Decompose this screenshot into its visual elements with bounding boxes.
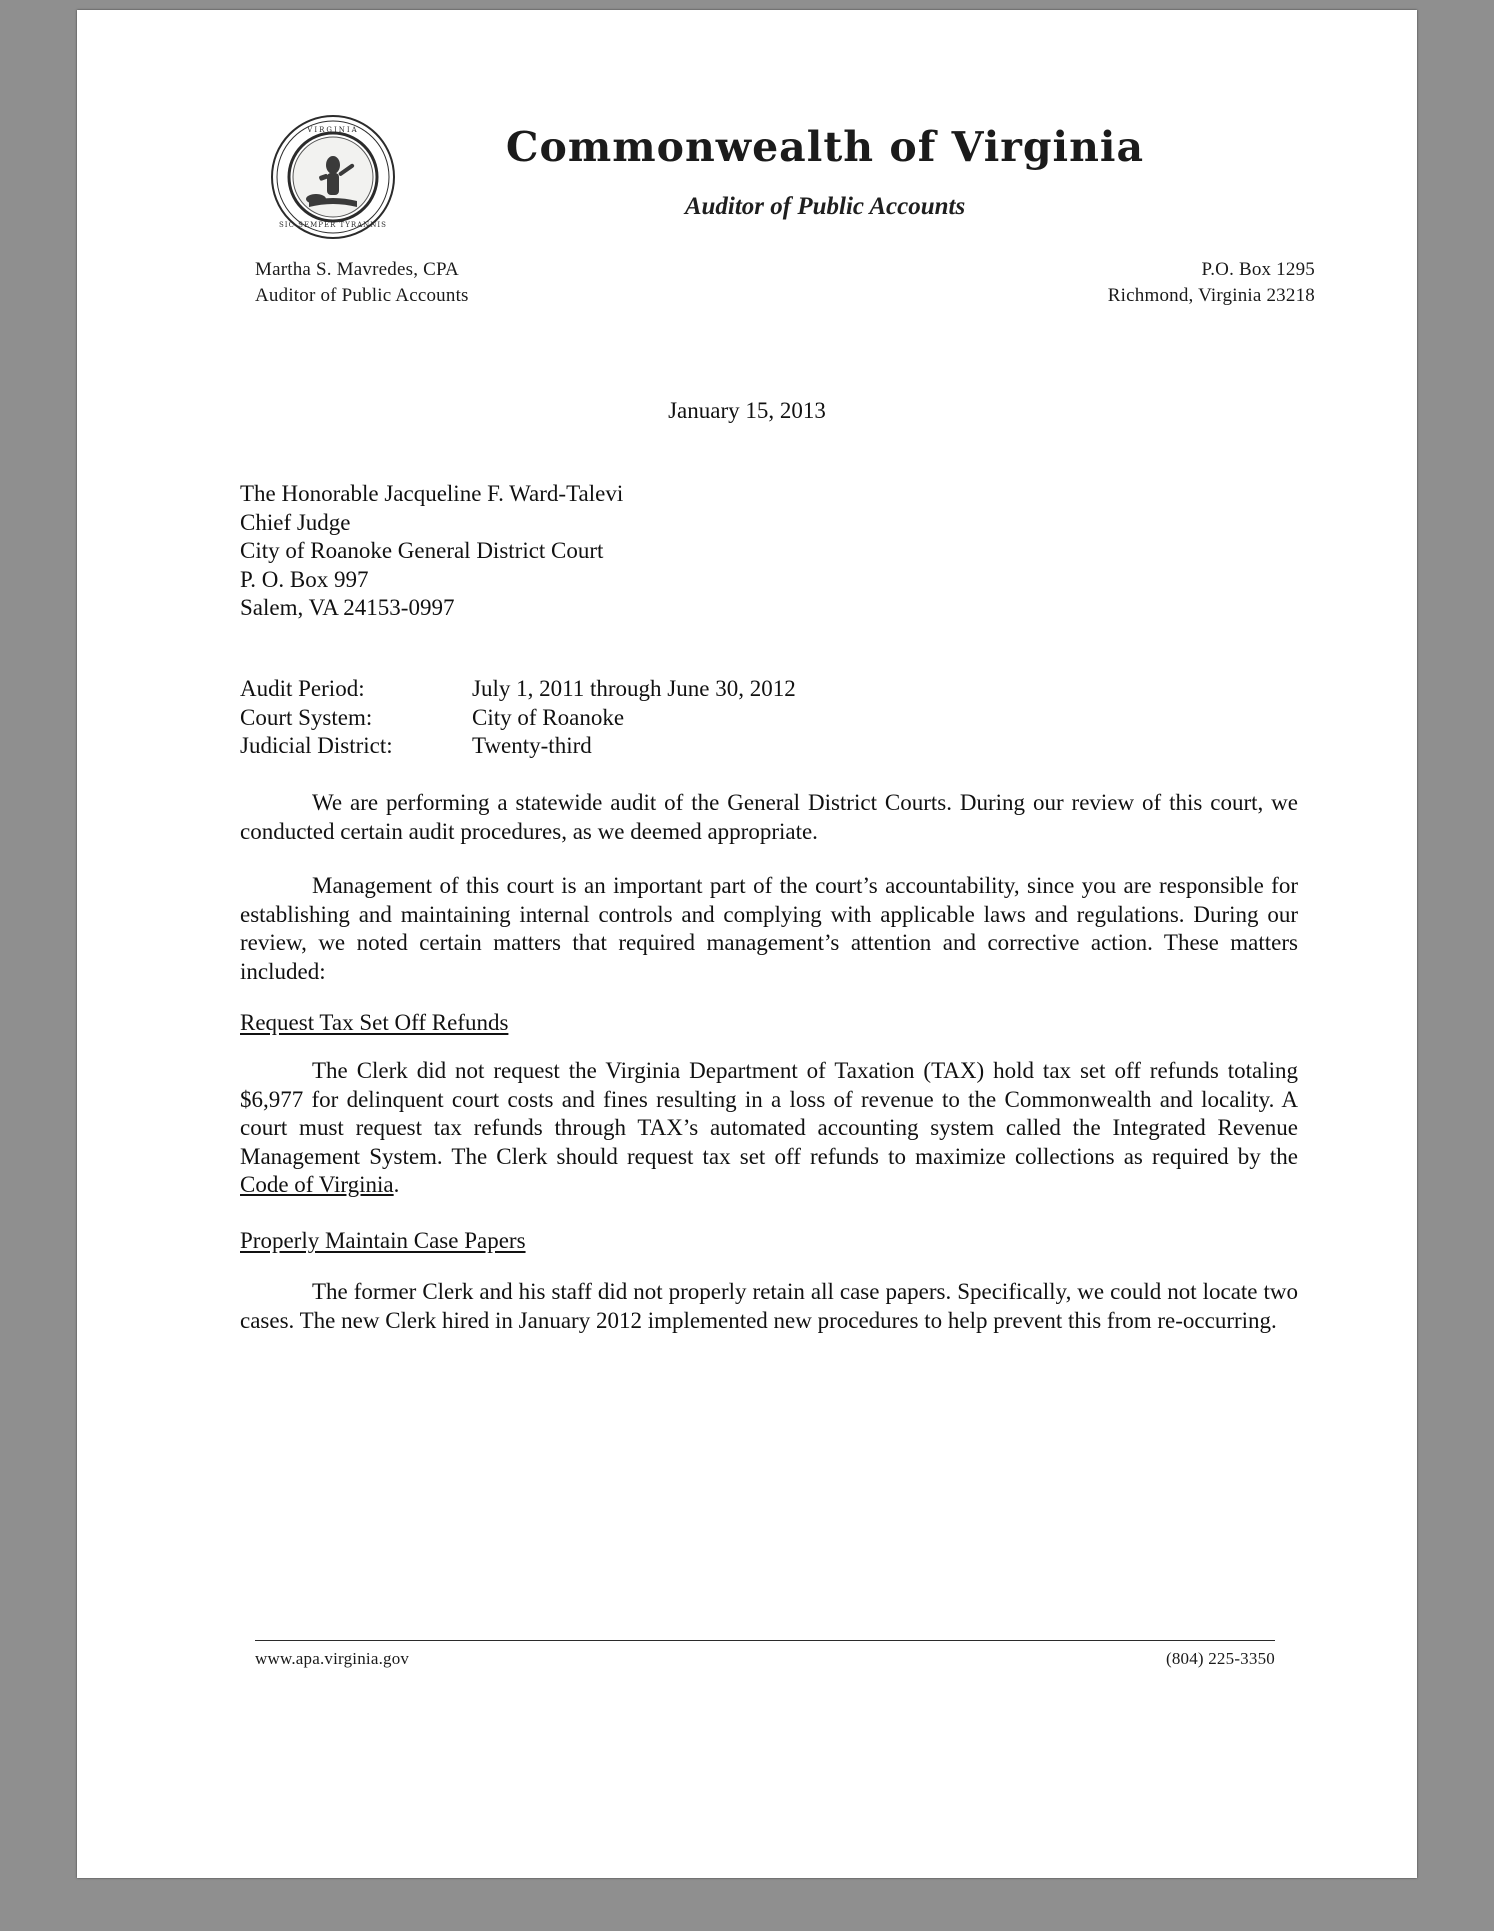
code-of-virginia-citation: Code of Virginia — [240, 1172, 394, 1197]
meta-label-court-system: Court System: — [240, 704, 373, 730]
address-line-1: P.O. Box 1295 — [1201, 259, 1315, 280]
paragraph-management-text: Management of this court is an important part of the court’s accountability, since you are responsible for establishing and maintaining internal controls and complying with applicable laws and regulations. During our review, we noted certain matters that required management’s attention and corrective action. These matters included: — [240, 873, 1298, 984]
recipient-line-2: Chief Judge — [240, 509, 351, 535]
officer-title: Auditor of Public Accounts — [255, 284, 469, 306]
recipient-line-4: P. O. Box 997 — [240, 566, 369, 592]
letterhead-subtitle: Auditor of Public Accounts — [684, 193, 966, 220]
footer-divider — [255, 1640, 1275, 1641]
letterhead — [255, 105, 1315, 306]
svg-text:SIC SEMPER TYRANNIS: SIC SEMPER TYRANNIS — [279, 221, 387, 229]
office-address — [1108, 257, 1315, 308]
page-content — [77, 10, 1417, 1878]
footer-website: www.apa.virginia.gov — [255, 1649, 410, 1668]
meta-row — [240, 732, 796, 761]
paragraph-intro-text: We are performing a statewide audit of the General District Courts. During our review of this court, we conducted certain audit procedures, as we deemed appropriate. — [240, 790, 1298, 844]
meta-row — [240, 675, 796, 704]
recipient-line-1: The Honorable Jacqueline F. Ward-Talevi — [240, 481, 624, 506]
recipient-address — [240, 480, 623, 623]
meta-value-court-system: City of Roanoke — [472, 704, 625, 730]
officer-name: Martha S. Mavredes, CPA — [255, 259, 459, 280]
meta-value-audit-period: July 1, 2011 through June 30, 2012 — [472, 676, 796, 701]
audit-meta-block — [240, 675, 796, 761]
paragraph-tax-set-off-end: . — [393, 1172, 400, 1197]
paragraph-management — [240, 872, 1298, 986]
meta-label-judicial-district: Judicial District: — [240, 733, 393, 758]
paragraph-case-papers — [240, 1278, 1298, 1335]
meta-row — [240, 704, 796, 733]
paragraph-intro — [240, 789, 1298, 846]
svg-text:VIRGINIA: VIRGINIA — [307, 126, 359, 134]
virginia-state-seal-icon — [269, 113, 397, 241]
meta-value-judicial-district: Twenty-third — [472, 733, 592, 758]
section-heading-case-papers: Properly Maintain Case Papers — [240, 1228, 526, 1253]
letter-date: January 15, 2013 — [668, 398, 826, 423]
letterhead-details — [255, 257, 1315, 308]
paragraph-tax-set-off — [240, 1057, 1298, 1200]
officer-block — [255, 257, 469, 308]
footer-phone: (804) 225-3350 — [1165, 1649, 1275, 1668]
meta-label-audit-period: Audit Period: — [240, 676, 365, 701]
paragraph-case-papers-text: The former Clerk and his staff did not properly retain all case papers. Specifically, we could not locate two cases. The new Clerk hired in January 2012 implemented new procedures to help prevent this from re-occurring. — [240, 1279, 1298, 1333]
section-heading-tax-set-off: Request Tax Set Off Refunds — [240, 1010, 509, 1035]
paragraph-tax-set-off-text: The Clerk did not request the Virginia Department of Taxation (TAX) hold tax set off refunds totaling $6,977 for delinquent court costs and fines resulting in a loss of revenue to the Commonwealth and locality. A court must request tax refunds through TAX’s automated accounting system called the Integrated Revenue Management System. The Clerk should request tax set off refunds to maximize collections as required by the — [240, 1058, 1298, 1169]
page-footer — [255, 1649, 1275, 1669]
recipient-line-5: Salem, VA 24153-0997 — [240, 595, 455, 620]
recipient-line-3: City of Roanoke General District Court — [240, 538, 604, 563]
address-line-2: Richmond, Virginia 23218 — [1107, 284, 1315, 306]
page-title: Commonwealth of Virginia — [505, 123, 1145, 171]
letter-page — [77, 10, 1417, 1878]
